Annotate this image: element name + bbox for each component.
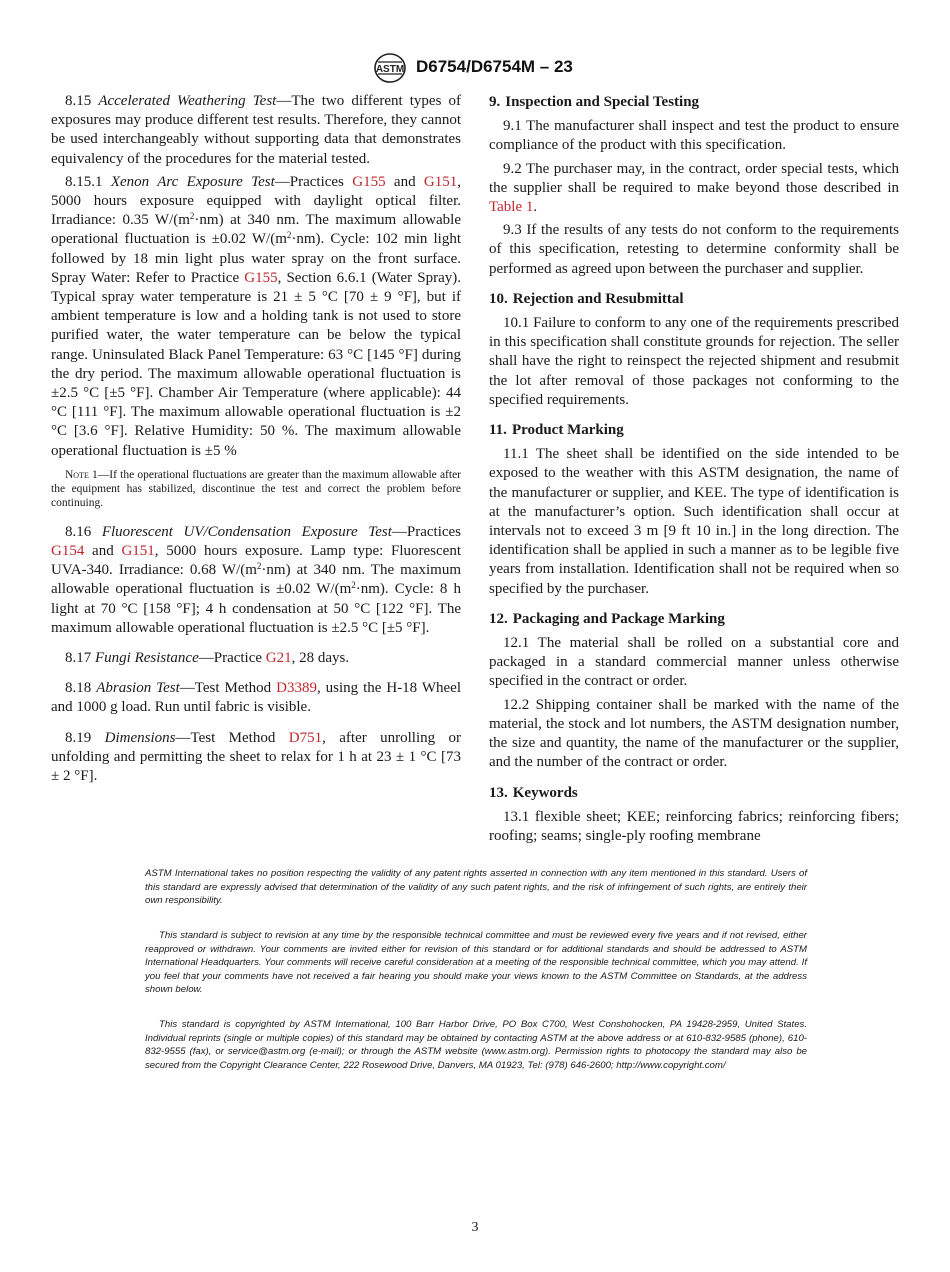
section-10-1: 10.1 Failure to conform to any one of the requirements prescribed in this specification shall constitute grounds for rejection. The seller shall have the right to reinspect the rejected shipment and resubmit the lot after removal of those packages not conforming to the specified requirements. bbox=[489, 315, 899, 408]
astm-logo-icon bbox=[372, 52, 408, 84]
section-13-1: 13.1 flexible sheet; KEE; reinforcing fabrics; reinforcing fibers; roofing; seams; single-ply roofing membrane bbox=[489, 808, 899, 844]
section-8-17: 8.17 Fungi Resistance—Practice G21, 28 days. bbox=[65, 649, 350, 666]
section-8-19: 8.19 Dimensions—Test Method D751, after unrolling or unfolding and permitting the sheet to relax for 1 h at 23 ± 1 °C [73 ± 2 °F]. bbox=[51, 729, 462, 784]
page-number: 3 bbox=[471, 1220, 479, 1235]
section-8-18: 8.18 Abrasion Test—Test Method D3389, using the H-18 Wheel and 1000 g load. Run until fabric is visible. bbox=[51, 680, 461, 716]
document-designation: D6754/D6754M – 23 bbox=[416, 57, 573, 76]
ref-d3389-link[interactable]: D3389 bbox=[276, 680, 317, 697]
ref-g155-link[interactable]: G155 bbox=[244, 269, 278, 286]
left-column bbox=[51, 92, 461, 790]
section-8-16: 8.16 Fluorescent UV/Condensation Exposure Test—Practices G154 and G151, 5000 hours exposure. Lamp type: Fluorescent UVA-340. Irradiance: 0.68 $W/(m^2\cdot nm)$ at 340 nm. The maximum allowable operational fluctuation is ±0.02 $W/(m^2\cdot nm)$. Cycle: 8 h light at 70 °C [158 °F]; 4 h condensation at 50 °C [122 °F]. The maximum allowable operational fluctuation is ±2.5 °C [±5 °F]. bbox=[51, 523, 462, 636]
ref-g21-link[interactable]: G21 bbox=[265, 649, 292, 666]
heading-section-10: 10. Rejection and Resubmittal bbox=[489, 290, 684, 307]
footer-copyright-notice: This standard is copyrighted by ASTM International, 100 Barr Harbor Drive, PO Box C700, West Conshohocken, PA 19428-2959, United States. Individual reprints (single or multiple copies) of this standard may be obtained by contacting ASTM at the above address or at 610-832-9585 (phone), 610-832-9555 (fax), or service@astm.org (e-mail); or through the ASTM website (www.astm.org). Permission rights to photocopy the standard may also be secured from the Copyright Clearance Center, 222 Rosewood Drive, Danvers, MA 01923, Tel: (978) 646-2600; http://www.copyright.com/ bbox=[145, 1019, 807, 1071]
footer-patent-notice: ASTM International takes no position respecting the validity of any patent rights asserted in connection with any item mentioned in this standard. Users of this standard are expressly advised that determination of the validity of any such patent rights, and the risk of infringement of such rights, are entirely their own responsibility. bbox=[145, 868, 807, 907]
ref-g155-link[interactable]: G155 bbox=[352, 173, 386, 190]
heading-section-13: 13. Keywords bbox=[489, 784, 578, 801]
heading-section-9: 9. Inspection and Special Testing bbox=[489, 94, 700, 110]
section-12-1: 12.1 The material shall be rolled on a substantial core and packaged in a standard commercial manner unless otherwise specified in the contract or order. bbox=[489, 635, 899, 690]
heading-section-11: 11. Product Marking bbox=[489, 422, 624, 439]
section-11-1: 11.1 The sheet shall be identified on the side intended to be exposed to the weather with this ASTM designation, the name of the manufacturer or supplier, and KEE. The type of identification is at the manufacturer’s option. Such identification shall occur at intervals not to exceed 3 m [9 ft 10 in.] in the long direction. The identification shall be applied in such a manner as to be legible five years from installation. Identification shall not be required when so specified by the purchaser. bbox=[489, 446, 899, 597]
logo-text: ASTM bbox=[375, 64, 405, 75]
note-1: Note 1—If the operational fluctuations are greater than the maximum allowable after the equipment has stabilized, discontinue the test and correct the problem before continuing. bbox=[51, 468, 462, 510]
section-12-2: 12.2 Shipping container shall be marked with the name of the material, the stock and lot numbers, the ASTM designation number, the size and quantity, the name of the manufacturer or the supplier, and the number of the contract or order. bbox=[489, 696, 899, 771]
footer-revision-notice: This standard is subject to revision at any time by the responsible technical committee and must be reviewed every five years and if not revised, either reapproved or withdrawn. Your comments are invited either for revision of this standard or for additional standards and should be addressed to ASTM International Headquarters. Your comments will receive careful consideration at a meeting of the responsible technical committee, which you may attend. If you feel that your comments have not received a fair hearing you should make your views known to the ASTM Committee on Standards, at the address shown below. bbox=[145, 930, 807, 996]
ref-table-1-link[interactable]: Table 1 bbox=[489, 199, 534, 216]
section-8-15-1: 8.15.1 Xenon Arc Exposure Test—Practices G155 and G151, 5000 hours exposure equipped with daylight optical filter. Irradiance: 0.35 $W/(m^2\cdot nm)$ at 340 nm. The maximum allowable operational fluctuation is ±0.02 $W/(m^2\cdot nm)$. Cycle: 102 min light followed by 18 min light plus water spray on the front surface. Spray Water: Refer to Practice G155, Section 6.6.1 (Water Spray). Typical spray water temperature is 21 ± 5 °C [70 ± 9 °F], but if ambient temperature is low and a holding tank is not used to store purified water, the water temperature can be below the typical range. Uninsulated Black Panel Temperature: 63 °C [145 °F] during the dry period. The maximum allowable operational fluctuation is ±2.5 °C [±5 °F]. Chamber Air Temperature (where applicable): 44 °C [111 °F]. The maximum allowable operational fluctuation is ±2 °C [3.6 °F]. Relative Humidity: 50 %. The maximum allowable operational fluctuation is ±5 % bbox=[51, 173, 462, 459]
heading-section-12: 12. Packaging and Package Marking bbox=[489, 610, 725, 627]
ref-g151-link[interactable]: G151 bbox=[121, 542, 155, 559]
section-9-1: 9.1 The manufacturer shall inspect and test the product to ensure compliance of the product with this specification. bbox=[489, 118, 899, 154]
section-8-15: 8.15 Accelerated Weathering Test—The two different types of exposures may produce different test results. Therefore, they cannot be used interchangeably without supporting data that demonstrates equivalency of the procedures for the material tested. bbox=[51, 93, 461, 167]
section-9-2: 9.2 The purchaser may, in the contract, order special tests, which the supplier shall be required to make beyond those described in Table 1. bbox=[489, 160, 899, 216]
ref-d751-link[interactable]: D751 bbox=[288, 729, 323, 746]
right-column bbox=[489, 92, 899, 850]
ref-g154-link[interactable]: G154 bbox=[51, 542, 85, 559]
section-9-3: 9.3 If the results of any tests do not conform to the requirements of this specification, retesting to determine conformity shall be performed as agreed upon between the purchaser and supplier. bbox=[489, 222, 899, 277]
page-header bbox=[0, 50, 950, 86]
ref-g151-link[interactable]: G151 bbox=[423, 173, 458, 190]
